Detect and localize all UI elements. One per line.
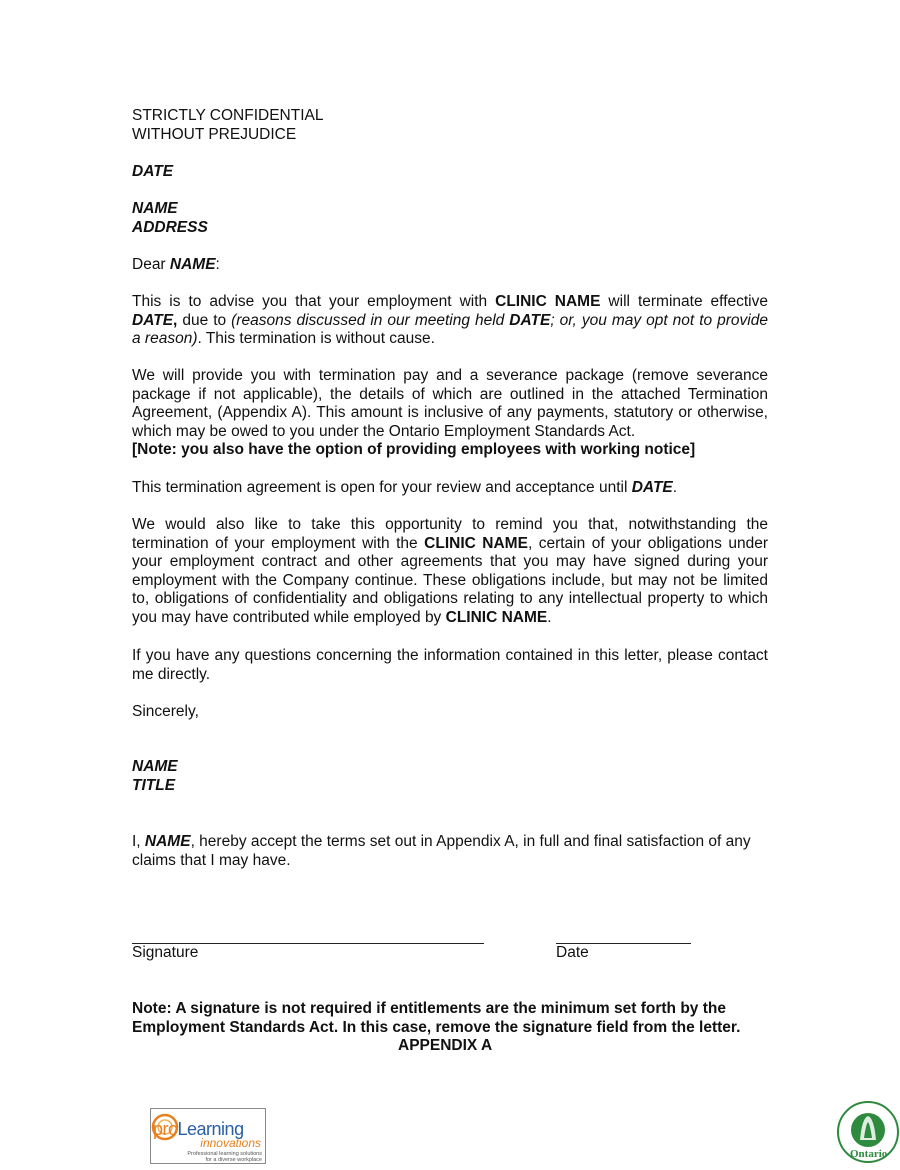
recipient-address: ADDRESS: [132, 218, 208, 236]
salutation-name: NAME: [169, 256, 216, 273]
signature-note-line-2: Employment Standards Act. In this case, remove the signature field from the letter.: [132, 1018, 741, 1036]
p1-text-c: due to: [177, 311, 232, 329]
p3-text: This termination agreement is open for your review and acceptance until: [132, 479, 632, 496]
p4-text-a: We would also like to take this opportunity to remind you that, notwithstanding the termination of your employment with the: [132, 516, 768, 552]
salutation: [132, 256, 220, 275]
salutation-dear: Dear: [132, 256, 170, 273]
acceptance-text-a: I,: [132, 833, 145, 850]
signer-title: TITLE: [132, 776, 176, 794]
paragraph-obligations: [132, 516, 768, 627]
paragraph-severance: [132, 367, 768, 460]
p1-comma: ,: [173, 311, 178, 329]
logo-tagline: [187, 1151, 262, 1163]
recipient-name: NAME: [132, 200, 178, 217]
recipient-block: [132, 200, 208, 237]
p4-text-c: .: [547, 608, 552, 626]
signature-note-line-1: Note: A signature is not required if entitlements are the minimum set forth by the: [132, 1000, 726, 1017]
paragraph-questions: If you have any questions concerning the information contained in this letter, please contact me directly.: [132, 647, 768, 683]
p1-reason-b: ; or, you may opt not to provide a reason): [132, 311, 768, 347]
letter-date: DATE: [132, 163, 174, 180]
acceptance-text-b: , hereby accept the terms set out in Appendix A, in full and final satisfaction of any claims that I may have.: [132, 833, 751, 869]
logo-innovations: innovations: [200, 1136, 261, 1150]
p1-text-b: will terminate effective: [600, 293, 768, 310]
p3-date: DATE: [631, 479, 673, 496]
p1-text-d: . This termination is without cause.: [197, 330, 435, 347]
seal-ontario-text: Ontario: [850, 1148, 888, 1160]
p2-working-notice-note: [Note: you also have the option of providing employees with working notice]: [132, 441, 696, 458]
ontario-chiropractic-seal: [836, 1100, 900, 1164]
appendix-heading: APPENDIX A: [398, 1037, 493, 1054]
paragraph-termination-notice: [132, 293, 768, 349]
p1-reason-date: DATE: [509, 311, 551, 329]
logo-learning: Learning: [177, 1119, 244, 1139]
p4-clinic-name-1: CLINIC NAME: [424, 534, 528, 552]
header-line-1: STRICTLY CONFIDENTIAL: [132, 107, 324, 124]
signature-note: [132, 1000, 772, 1056]
p1-date: DATE: [132, 311, 174, 329]
p1-text-a: This is to advise you that your employment with: [132, 293, 496, 310]
confidential-header: [132, 107, 323, 144]
p2-text: We will provide you with termination pay and a severance package (remove severance package if not applicable), the details of which are outlined in the attached Termination Agreement, (Appendix A). This amount is inclusive of any payments, statutory or otherwise, which may be owed to you under the Ontario Employment Standards Act.: [132, 367, 768, 440]
signature-label: Signature: [132, 944, 199, 961]
closing: Sincerely,: [132, 703, 199, 720]
date-label: Date: [556, 944, 589, 961]
acceptance-statement: [132, 833, 762, 870]
acceptance-name: NAME: [144, 833, 191, 850]
header-line-2: WITHOUT PREJUDICE: [132, 125, 297, 143]
prolearning-logo: [150, 1108, 266, 1164]
salutation-colon: :: [215, 256, 220, 273]
logo-tagline-2: for a diverse workplace: [205, 1157, 262, 1163]
p1-reason-a: (reasons discussed in our meeting held: [231, 311, 510, 329]
signer-name: NAME: [132, 758, 178, 775]
logo-pro: pro: [153, 1119, 178, 1139]
paragraph-review-deadline: [132, 479, 768, 498]
p4-text-b: , certain of your obligations under your employment contract and other agreements that you may have signed during your employment with the Company continue. These obligations include, but may not be limited to, obligations of confidentiality and obligations relating to any intellectual property to which you may have contributed while employed by: [132, 534, 768, 626]
p4-clinic-name-2: CLINIC NAME: [445, 608, 548, 626]
signer-block: [132, 758, 178, 795]
p3-end: .: [672, 479, 678, 496]
p1-clinic-name: CLINIC NAME: [495, 293, 601, 310]
logo-tagline-1: Professional learning solutions: [187, 1151, 262, 1157]
